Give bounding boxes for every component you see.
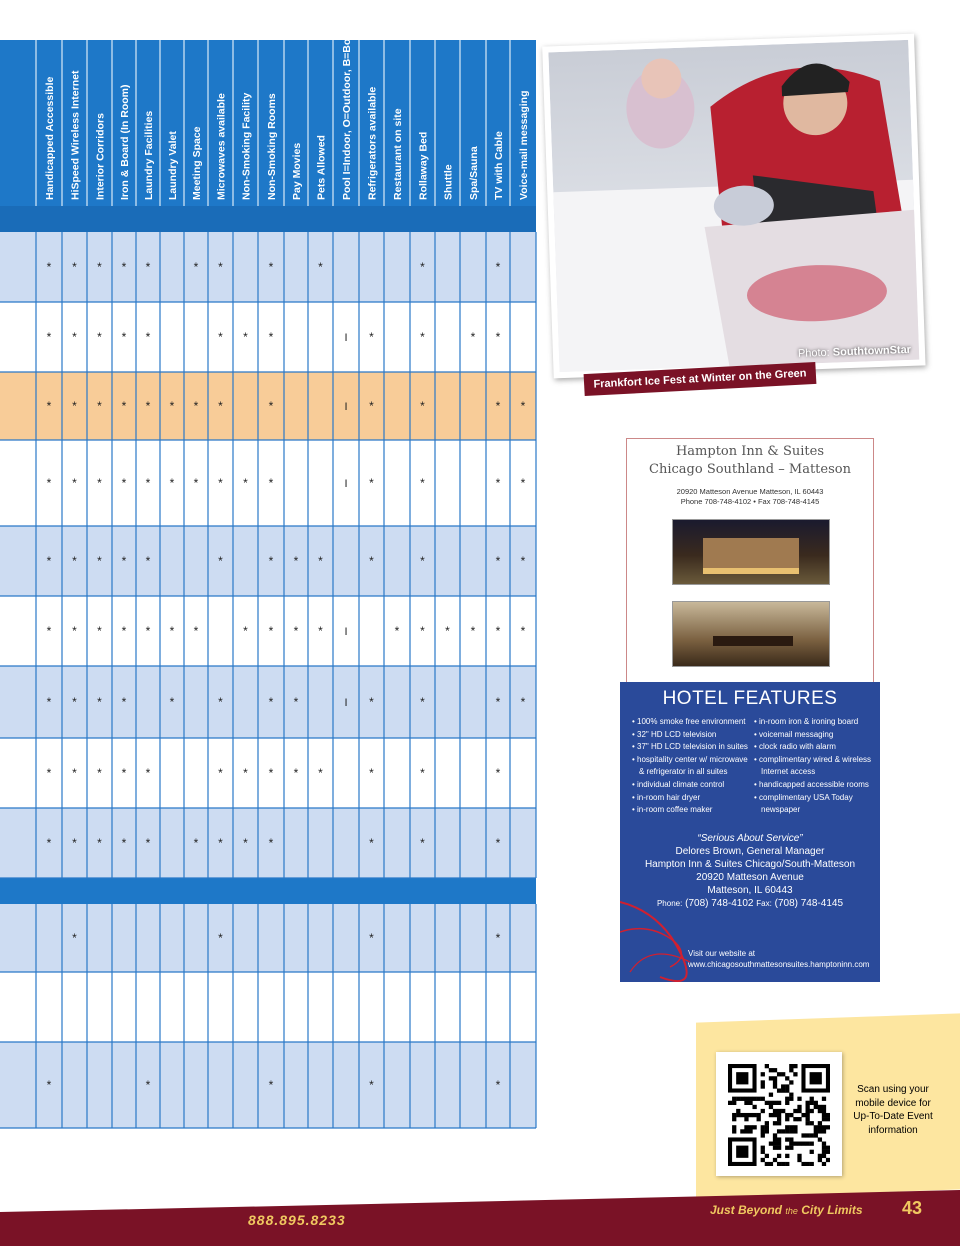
- photo-caption: Frankfort Ice Fest at Winter on the Green: [584, 362, 817, 396]
- feature-left-item: • in-room coffee maker: [632, 805, 713, 815]
- table-cell: *: [121, 766, 127, 780]
- table-cell: *: [268, 554, 274, 568]
- table-cell: *: [169, 399, 175, 413]
- row-column-shade: [510, 738, 536, 808]
- feature-left-item: • 32" HD LCD television: [632, 729, 717, 739]
- table-cell: *: [495, 766, 501, 780]
- table-cell: *: [268, 260, 274, 274]
- qr-instructions: Scan using your mobile device for Up-To-Date Event information: [853, 1084, 933, 1136]
- table-cell: *: [46, 1078, 52, 1092]
- table-cell: *: [46, 766, 52, 780]
- hotel-name-line1: Hampton Inn & Suites: [675, 444, 825, 459]
- feature-left-item: • 37" HD LCD television in suites: [632, 742, 748, 752]
- table-cell: *: [470, 624, 476, 638]
- table-cell: *: [145, 476, 151, 490]
- amenity-header-17: Shuttle: [442, 164, 455, 200]
- table-cell: *: [121, 476, 127, 490]
- table-cell: *: [145, 624, 151, 638]
- fax-label: Fax:: [756, 899, 772, 908]
- table-cell: *: [495, 399, 501, 413]
- amenity-header-11: Pay Movies: [291, 142, 303, 200]
- table-cell: *: [121, 330, 127, 344]
- table-cell: *: [145, 766, 151, 780]
- table-cell: *: [420, 695, 425, 709]
- row-column-shade: [112, 972, 136, 1042]
- row-column-shade: [160, 738, 184, 808]
- table-cell: *: [46, 695, 52, 709]
- table-cell: *: [293, 624, 299, 638]
- table-cell: *: [243, 624, 248, 638]
- table-cell: *: [145, 1078, 151, 1092]
- table-cell: *: [72, 554, 77, 568]
- table-cell: *: [97, 330, 102, 344]
- table-cell: *: [72, 260, 77, 274]
- table-cell: *: [318, 260, 323, 274]
- table-cell: *: [369, 476, 374, 490]
- table-cell: *: [268, 330, 274, 344]
- hotel-contact: [627, 487, 873, 507]
- hotel-phones: Phone 708-748-4102 • Fax 708-748-4145: [680, 497, 820, 506]
- footer-tagline: [710, 1203, 863, 1217]
- table-cell: *: [293, 554, 299, 568]
- amenity-header-8: Microwaves available: [215, 93, 228, 200]
- table-cell: *: [46, 330, 52, 344]
- hotel-name: [627, 443, 873, 479]
- ice-carving-photo: [548, 40, 919, 372]
- table-cell: *: [268, 836, 274, 850]
- table-cell: *: [520, 624, 526, 638]
- feature-left-item: • individual climate control: [632, 779, 725, 789]
- table-cell: *: [72, 766, 77, 780]
- table-cell: *: [495, 330, 501, 344]
- table-cell: *: [97, 399, 102, 413]
- table-cell: *: [470, 330, 476, 344]
- table-cell: *: [318, 554, 323, 568]
- amenity-header-13: Pool I=Indoor, O=Outdoor, B=Both: [341, 28, 353, 200]
- amenity-header-9: Non-Smoking Facility: [240, 92, 253, 200]
- table-cell: *: [420, 766, 425, 780]
- table-cell: *: [145, 399, 151, 413]
- table-cell: I: [344, 626, 348, 638]
- amenity-header-3: Interior Corridors: [94, 113, 107, 200]
- ad-header: [626, 438, 874, 690]
- table-cell: *: [420, 260, 425, 274]
- phone-number: (708) 748-4102: [685, 898, 754, 909]
- feature-left-item: • hospitality center w/ microwave & refrigerator in all suites: [632, 754, 748, 777]
- table-cell: *: [169, 695, 175, 709]
- hotel-address: 20920 Matteson Avenue Matteson, IL 60443: [676, 487, 824, 496]
- table-cell: *: [218, 695, 223, 709]
- table-cell: *: [495, 624, 501, 638]
- hotel-advertisement: [620, 438, 880, 982]
- table-cell: *: [46, 624, 52, 638]
- amenity-header-16: Rollaway Bed: [417, 131, 430, 200]
- table-cell: *: [369, 554, 374, 568]
- row-column-shade: [460, 440, 486, 526]
- row-column-shade: [359, 972, 384, 1042]
- amenity-header-6: Laundry Valet: [167, 131, 179, 200]
- table-cell: *: [268, 695, 274, 709]
- features-right-column: [754, 716, 872, 817]
- table-cell: *: [218, 260, 223, 274]
- row-column-shade: [308, 302, 333, 372]
- table-cell: *: [145, 554, 151, 568]
- table-cell: I: [344, 478, 348, 490]
- table-cell: *: [369, 836, 374, 850]
- website-link[interactable]: www.chicagosouthmattesonsuites.hamptoninn.com: [688, 960, 870, 969]
- table-cell: *: [169, 476, 175, 490]
- table-cell: *: [218, 399, 223, 413]
- table-cell: *: [97, 260, 102, 274]
- table-cell: *: [520, 476, 526, 490]
- row-column-shade: [510, 302, 536, 372]
- table-cell: *: [193, 624, 199, 638]
- row-column-shade: [359, 596, 384, 666]
- hotel-interior-photo: [672, 601, 830, 667]
- table-cell: *: [169, 624, 175, 638]
- row-column-shade: [0, 302, 36, 372]
- table-cell: *: [420, 399, 425, 413]
- table-cell: *: [268, 399, 274, 413]
- table-cell: *: [268, 766, 274, 780]
- table-cell: *: [46, 554, 52, 568]
- table-row: [0, 904, 536, 972]
- table-cell: *: [495, 554, 501, 568]
- table-cell: *: [46, 260, 52, 274]
- row-column-shade: [308, 972, 333, 1042]
- table-cell: *: [495, 1078, 501, 1092]
- page-number: 43: [902, 1198, 923, 1218]
- table-cell: *: [268, 1078, 274, 1092]
- hotel-city: Matteson, IL 60443: [707, 885, 793, 896]
- feature-right-item: • clock radio with alarm: [754, 742, 836, 752]
- table-cell: *: [97, 554, 102, 568]
- table-cell: *: [495, 260, 501, 274]
- table-cell: *: [243, 836, 248, 850]
- amenity-header-4: Iron & Board (In Room): [119, 84, 131, 200]
- table-cell: *: [121, 695, 127, 709]
- feature-left-item: • 100% smoke free environment: [632, 717, 746, 726]
- table-cell: *: [218, 836, 223, 850]
- row-column-shade: [0, 972, 36, 1042]
- feature-right-item: • voicemail messaging: [754, 729, 834, 739]
- row-column-shade: [258, 972, 284, 1042]
- row-column-shade: [410, 972, 435, 1042]
- photo-credit-label: Photo:: [797, 346, 830, 360]
- service-quote: “Serious About Service”: [697, 833, 803, 844]
- table-cell: *: [495, 836, 501, 850]
- phone-label: Phone:: [656, 899, 683, 908]
- amenity-header-19: TV with Cable: [493, 131, 505, 200]
- table-cell: I: [344, 332, 348, 344]
- hotel-exterior-photo: [672, 519, 830, 585]
- table-cell: *: [193, 836, 199, 850]
- table-cell: *: [369, 931, 374, 945]
- table-cell: *: [121, 624, 127, 638]
- amenity-header-10: Non-Smoking Rooms: [266, 93, 278, 200]
- amenity-header-14: Refrigerators available: [366, 86, 379, 200]
- manager-name: Delores Brown, General Manager: [675, 846, 825, 857]
- table-cell: *: [218, 476, 223, 490]
- row-column-shade: [160, 302, 184, 372]
- amenity-header-5: Laundry Facilities: [143, 110, 155, 200]
- feature-right-item: • handicapped accessible rooms: [754, 779, 869, 789]
- table-cell: *: [369, 399, 374, 413]
- feature-right-item: • in-room iron & ironing board: [754, 717, 859, 726]
- features-title: HOTEL FEATURES: [662, 688, 838, 709]
- table-cell: *: [218, 931, 223, 945]
- amenity-header-1: Handicapped Accessible: [44, 76, 56, 200]
- table-cell: *: [318, 624, 323, 638]
- table-cell: *: [72, 695, 77, 709]
- qr-code[interactable]: [716, 1052, 842, 1176]
- row-column-shade: [208, 596, 233, 666]
- table-cell: *: [193, 260, 199, 274]
- fax-number: (708) 748-4145: [774, 898, 844, 909]
- table-cell: *: [218, 766, 223, 780]
- amenity-header-12: Pets Allowed: [315, 135, 328, 200]
- table-cell: *: [193, 399, 199, 413]
- row-column-shade: [460, 738, 486, 808]
- table-cell: *: [520, 554, 526, 568]
- table-cell: *: [293, 695, 299, 709]
- footer-phone: 888.895.8233: [248, 1212, 346, 1228]
- table-cell: *: [369, 766, 374, 780]
- photo-frame: [542, 34, 925, 379]
- tagline-part-2: City Limits: [801, 1203, 863, 1217]
- tagline-part-1: Just Beyond: [710, 1203, 783, 1217]
- table-cell: *: [97, 836, 102, 850]
- table-cell: *: [72, 836, 77, 850]
- table-cell: *: [293, 766, 299, 780]
- table-cell: *: [145, 260, 151, 274]
- table-cell: *: [394, 624, 400, 638]
- row-column-shade: [510, 972, 536, 1042]
- table-cell: I: [344, 401, 348, 413]
- hotel-features-panel: [620, 682, 880, 982]
- table-cell: *: [420, 476, 425, 490]
- table-cell: *: [369, 1078, 374, 1092]
- table-cell: *: [318, 766, 323, 780]
- table-cell: *: [420, 554, 425, 568]
- amenity-header-7: Meeting Space: [191, 126, 203, 200]
- header-bottom-strip: [0, 206, 536, 232]
- hotel-name-line2: Chicago Southland – Matteson: [649, 462, 851, 477]
- table-cell: *: [268, 624, 274, 638]
- qr-code-icon: [728, 1064, 830, 1166]
- amenity-header-2: HiSpeed Wireless Internet: [69, 70, 82, 200]
- table-cell: *: [97, 476, 102, 490]
- visit-label: Visit our website at: [688, 949, 755, 958]
- table-cell: *: [121, 836, 127, 850]
- table-cell: *: [72, 330, 77, 344]
- section-divider-band: [0, 878, 536, 904]
- table-cell: *: [46, 476, 52, 490]
- amenity-header-15: Restaurant on site: [392, 108, 404, 200]
- table-cell: *: [97, 695, 102, 709]
- table-cell: *: [495, 476, 501, 490]
- table-cell: *: [46, 836, 52, 850]
- hotel-street: 20920 Matteson Avenue: [696, 872, 804, 883]
- table-cell: *: [420, 624, 425, 638]
- table-cell: *: [520, 399, 526, 413]
- table-cell: *: [121, 399, 127, 413]
- row-column-shade: [208, 972, 233, 1042]
- table-cell: *: [445, 624, 450, 638]
- table-cell: *: [369, 695, 374, 709]
- table-cell: *: [369, 330, 374, 344]
- table-cell: *: [46, 399, 52, 413]
- photo-credit-name: SouthtownStar: [832, 343, 912, 359]
- row-column-shade: [308, 440, 333, 526]
- table-cell: *: [121, 260, 127, 274]
- row-column-shade: [0, 738, 36, 808]
- table-cell: *: [268, 476, 274, 490]
- table-cell: *: [243, 766, 248, 780]
- row-column-shade: [460, 972, 486, 1042]
- table-cell: *: [145, 836, 151, 850]
- table-cell: *: [72, 476, 77, 490]
- table-cell: *: [420, 836, 425, 850]
- table-cell: *: [97, 766, 102, 780]
- table-cell: *: [121, 554, 127, 568]
- hotel-full-name: Hampton Inn & Suites Chicago/South-Matteson: [644, 859, 856, 870]
- row-column-shade: [62, 972, 87, 1042]
- table-cell: *: [495, 695, 501, 709]
- row-column-shade: [0, 440, 36, 526]
- feature-right-item: • complimentary USA Today newspaper: [754, 792, 853, 815]
- table-cell: *: [243, 330, 248, 344]
- row-column-shade: [0, 596, 36, 666]
- table-cell: *: [218, 330, 223, 344]
- table-cell: *: [97, 624, 102, 638]
- table-cell: *: [243, 476, 248, 490]
- feature-left-item: • in-room hair dryer: [632, 792, 701, 802]
- table-cell: *: [72, 624, 77, 638]
- feature-right-item: • complimentary wired & wireless Internet access: [754, 754, 872, 777]
- table-cell: *: [72, 931, 77, 945]
- table-cell: I: [344, 697, 348, 709]
- amenity-header-20: Voice-mail messaging: [518, 90, 530, 200]
- table-cell: *: [145, 330, 151, 344]
- tagline-the: the: [785, 1206, 798, 1216]
- table-cell: *: [218, 554, 223, 568]
- table-cell: *: [72, 399, 77, 413]
- table-cell: *: [520, 695, 526, 709]
- row-column-shade: [160, 972, 184, 1042]
- table-cell: *: [495, 931, 501, 945]
- website-info: [688, 948, 869, 970]
- amenity-header-18: Spa/Sauna: [468, 146, 480, 200]
- features-left-column: [632, 716, 754, 817]
- table-cell: *: [193, 476, 199, 490]
- table-cell: *: [420, 330, 425, 344]
- ice-fest-photo: [542, 34, 926, 387]
